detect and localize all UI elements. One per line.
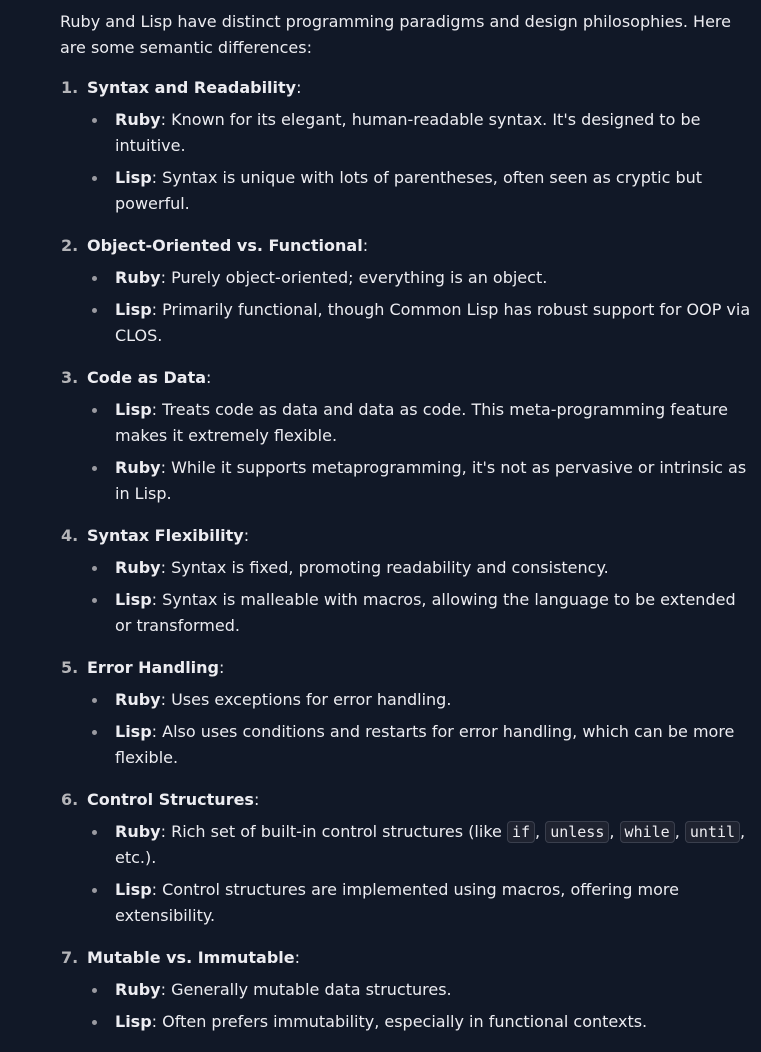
bullet-icon (92, 598, 97, 603)
section-number: 4. (61, 526, 79, 545)
bullet-icon (92, 988, 97, 993)
language-name: Ruby (115, 822, 161, 841)
section-title: Code as Data (87, 368, 207, 387)
section-number: 7. (61, 948, 79, 967)
bullet-icon (92, 176, 97, 181)
point-text-end: , etc.). (115, 822, 746, 867)
chat-message (60, 9, 752, 1051)
language-name: Lisp (115, 400, 152, 419)
point-item (87, 297, 752, 349)
point-item (87, 1009, 752, 1035)
point-text: : Purely object-oriented; everything is an object. (160, 268, 548, 287)
section-title: Syntax Flexibility (87, 526, 244, 545)
bullet-icon (92, 308, 97, 313)
point-text: : Also uses conditions and restarts for error handling, which can be more flexible. (115, 722, 735, 767)
language-name: Lisp (115, 722, 152, 741)
section-number: 1. (61, 78, 79, 97)
point-text: : Rich set of built-in control structures (like (160, 822, 507, 841)
language-name: Lisp (115, 300, 152, 319)
point-text: : Syntax is fixed, promoting readability and consistency. (160, 558, 609, 577)
title-colon: : (206, 368, 212, 387)
language-name: Ruby (115, 558, 161, 577)
code-separator: , (609, 822, 620, 841)
point-list (87, 107, 752, 217)
bullet-icon (92, 118, 97, 123)
section-title: Object-Oriented vs. Functional (87, 236, 363, 255)
point-item (87, 397, 752, 449)
point-item (87, 877, 752, 929)
language-name: Ruby (115, 690, 161, 709)
bullet-icon (92, 566, 97, 571)
language-name: Lisp (115, 880, 152, 899)
point-list (87, 819, 752, 929)
point-item (87, 265, 752, 291)
title-colon: : (296, 78, 302, 97)
bullet-icon (92, 830, 97, 835)
language-name: Ruby (115, 458, 161, 477)
point-list (87, 397, 752, 507)
section-item (60, 787, 752, 929)
bullet-icon (92, 466, 97, 471)
point-item (87, 687, 752, 713)
section-item (60, 365, 752, 507)
bullet-icon (92, 1020, 97, 1025)
section-number: 2. (61, 236, 79, 255)
section-number: 3. (61, 368, 79, 387)
language-name: Lisp (115, 590, 152, 609)
point-text: : Control structures are implemented using macros, offering more extensibility. (115, 880, 679, 925)
section-number: 5. (61, 658, 79, 677)
section-title: Error Handling (87, 658, 220, 677)
point-item (87, 719, 752, 771)
section-item (60, 233, 752, 349)
language-name: Lisp (115, 1012, 152, 1031)
section-item (60, 75, 752, 217)
point-text: : Uses exceptions for error handling. (160, 690, 452, 709)
point-text: : Known for its elegant, human-readable syntax. It's designed to be intuitive. (115, 110, 701, 155)
language-name: Ruby (115, 980, 161, 999)
bullet-icon (92, 408, 97, 413)
point-text: : Generally mutable data structures. (160, 980, 452, 999)
inline-code: unless (545, 821, 609, 843)
point-item (87, 819, 752, 871)
inline-code: if (507, 821, 535, 843)
title-colon: : (243, 526, 250, 545)
section-title: Mutable vs. Immutable (87, 948, 295, 967)
language-name: Lisp (115, 168, 152, 187)
title-colon: : (294, 948, 301, 967)
point-text: : Often prefers immutability, especially in functional contexts. (151, 1012, 648, 1031)
bullet-icon (92, 698, 97, 703)
point-list (87, 555, 752, 639)
inline-code: while (620, 821, 675, 843)
intro-paragraph: Ruby and Lisp have distinct programming paradigms and design philosophies. Here are some semantic differences: (60, 12, 731, 57)
point-item (87, 455, 752, 507)
section-item (60, 655, 752, 771)
section-item (60, 945, 752, 1035)
point-list (87, 977, 752, 1035)
title-colon: : (362, 236, 369, 255)
point-list (87, 687, 752, 771)
bullet-icon (92, 276, 97, 281)
point-text: : Syntax is unique with lots of parentheses, often seen as cryptic but powerful. (115, 168, 703, 213)
title-colon: : (253, 790, 260, 809)
point-item (87, 977, 752, 1003)
point-item (87, 555, 752, 581)
code-separator: , (535, 822, 546, 841)
point-text: : Treats code as data and data as code. This meta-programming feature makes it extremely flexible. (115, 400, 728, 445)
title-colon: : (219, 658, 225, 677)
point-list (87, 265, 752, 349)
code-separator: , (674, 822, 685, 841)
bullet-icon (92, 730, 97, 735)
section-number: 6. (61, 790, 79, 809)
bullet-icon (92, 888, 97, 893)
point-text: : Syntax is malleable with macros, allowing the language to be extended or transformed. (115, 590, 736, 635)
differences-list (60, 75, 752, 1035)
point-text: : Primarily functional, though Common Lisp has robust support for OOP via CLOS. (115, 300, 751, 345)
inline-code: until (685, 821, 740, 843)
section-title: Control Structures (87, 790, 254, 809)
section-title: Syntax and Readability (87, 78, 297, 97)
point-item (87, 165, 752, 217)
point-text: : While it supports metaprogramming, it's not as pervasive or intrinsic as in Lisp. (115, 458, 747, 503)
language-name: Ruby (115, 268, 161, 287)
point-item (87, 587, 752, 639)
section-item (60, 523, 752, 639)
language-name: Ruby (115, 110, 161, 129)
point-item (87, 107, 752, 159)
